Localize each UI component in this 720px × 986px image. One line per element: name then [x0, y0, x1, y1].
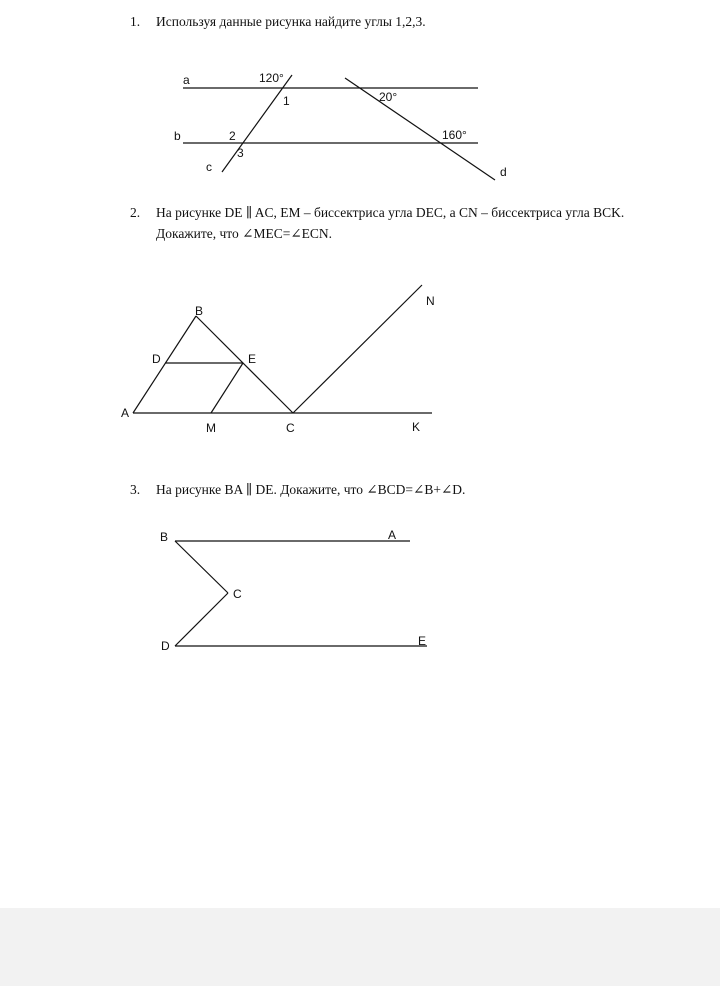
label-angle-3: 3	[237, 146, 244, 160]
label-A: A	[388, 528, 397, 542]
label-b: b	[174, 129, 181, 143]
task-3-text: На рисунке BA ∥ DE. Докажите, что ∠BCD=∠B+∠D.	[156, 482, 466, 497]
label-a: a	[183, 73, 190, 87]
figure-2	[121, 285, 435, 435]
figure-1	[174, 71, 507, 180]
label-E: E	[248, 352, 257, 366]
segment-CN	[293, 285, 422, 413]
label-angle-20: 20°	[379, 90, 398, 104]
segment-BC	[175, 541, 228, 593]
label-E: E	[418, 634, 427, 648]
label-d: d	[500, 165, 507, 179]
label-B: B	[195, 304, 204, 318]
task-2-text-line-2: Докажите, что ∠MEC=∠ECN.	[156, 226, 333, 241]
label-angle-120: 120°	[259, 71, 284, 85]
label-N: N	[426, 294, 435, 308]
task-3-number: 3.	[130, 482, 141, 497]
task-1-text: Используя данные рисунка найдите углы 1,2,3.	[156, 14, 426, 29]
label-D: D	[161, 639, 170, 653]
footer-strip	[0, 908, 720, 986]
label-angle-2: 2	[229, 129, 236, 143]
label-B: B	[160, 530, 169, 544]
segment-EM	[211, 363, 243, 413]
segment-CD	[175, 593, 228, 646]
label-c: c	[206, 160, 212, 174]
label-D: D	[152, 352, 161, 366]
label-M: M	[206, 421, 216, 435]
segment-AB	[133, 316, 196, 413]
figure-3	[160, 528, 427, 653]
label-A: A	[121, 406, 130, 420]
task-2-text-line-1: На рисунке DE ∥ AC, EM – биссектриса угла DEC, а CN – биссектриса угла BCK.	[156, 205, 625, 220]
line-d	[345, 78, 495, 180]
label-angle-1: 1	[283, 94, 290, 108]
task-1-number: 1.	[130, 14, 141, 29]
task-2-number: 2.	[130, 205, 141, 220]
label-C: C	[233, 587, 242, 601]
line-c	[222, 75, 292, 172]
label-K: K	[412, 420, 421, 434]
segment-BC	[196, 316, 293, 413]
label-angle-160: 160°	[442, 128, 467, 142]
label-C: C	[286, 421, 295, 435]
